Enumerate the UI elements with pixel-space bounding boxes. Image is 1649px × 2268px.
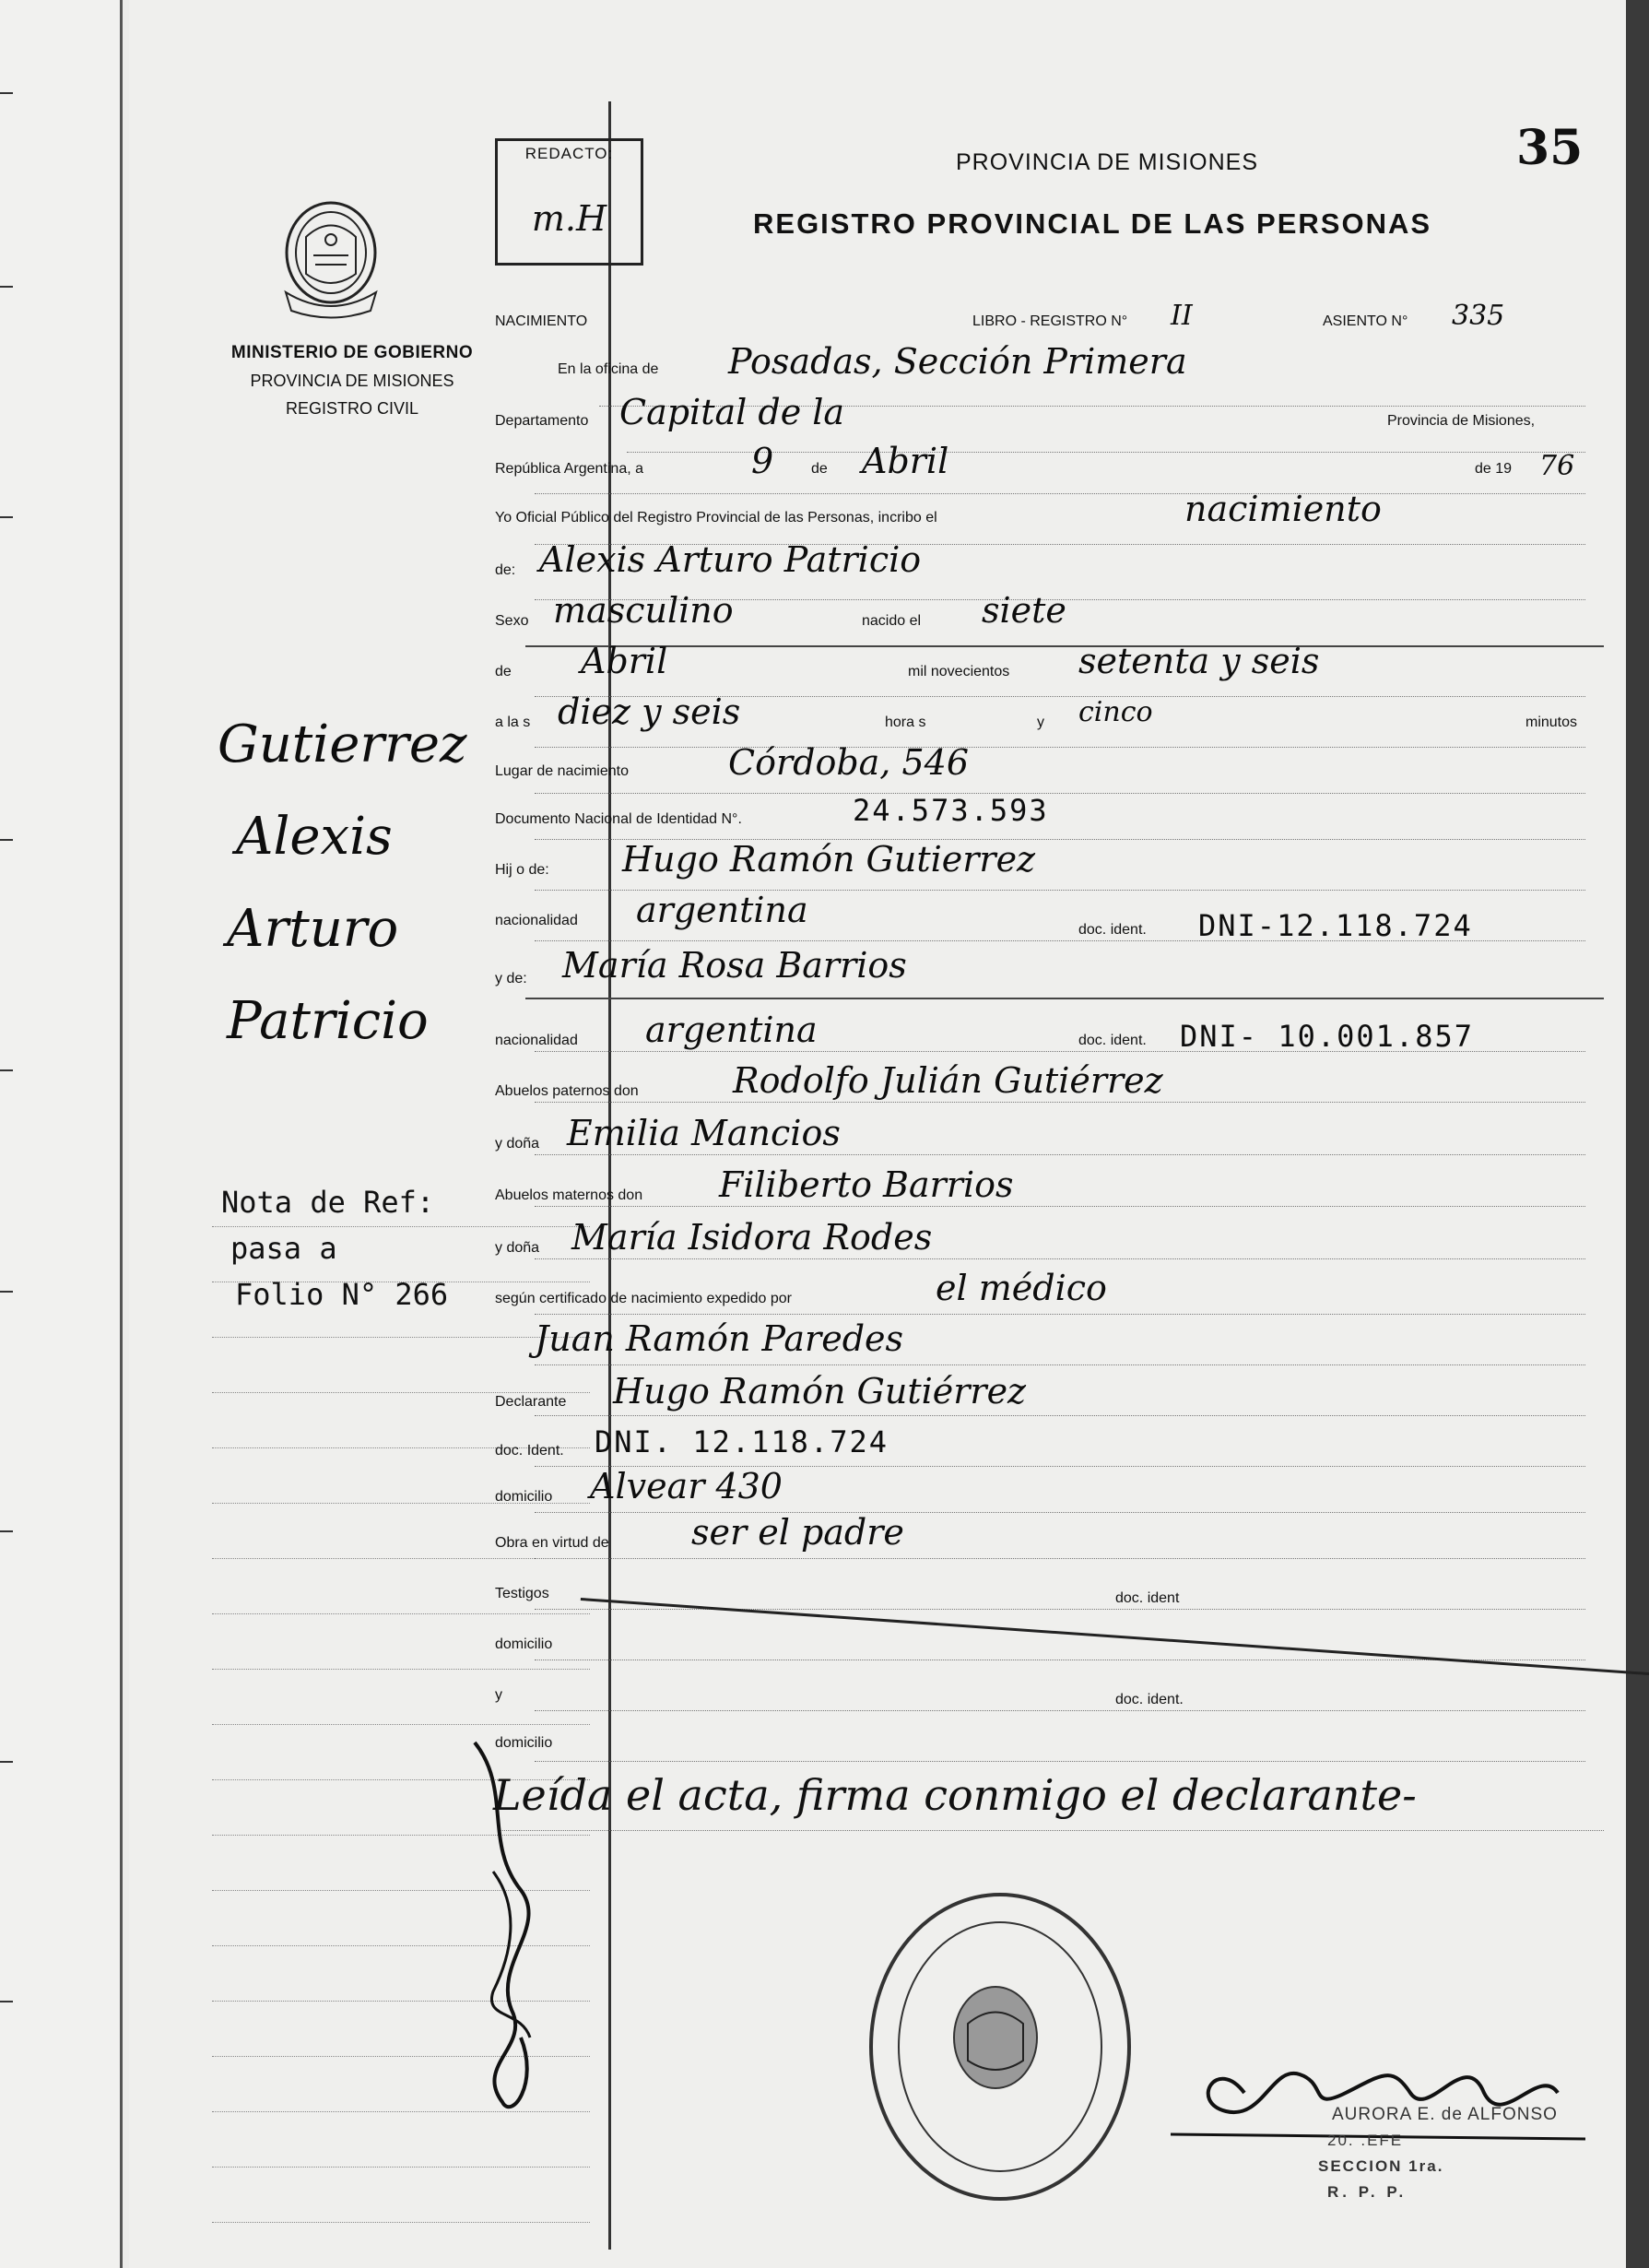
ydona1-label: y doña [495,1136,540,1152]
signature-left-icon [456,1733,567,2130]
cert-label: según certificado de nacimiento expedido por [495,1291,792,1306]
dni-value: 24.573.593 [853,793,1049,828]
abuelos-paternos-value: Rodolfo Julián Gutiérrez [733,1060,1163,1101]
left-page-tick [0,1291,13,1293]
left-page-tick [0,286,13,288]
person-value: Alexis Arturo Patricio [539,539,922,580]
redacto-box [495,138,643,266]
doc1-label: doc. ident. [1078,922,1147,938]
republica-label: República Argentina, a [495,461,643,477]
signatory-name: AURORA E. de ALFONSO [1332,2105,1558,2124]
yde-label: y de: [495,971,527,986]
testigos-doc-label: doc. ident [1115,1590,1180,1606]
minutes-value: cinco [1078,696,1153,728]
left-page-tick [0,516,13,518]
abuelos-maternos-label: Abuelos maternos don [495,1187,643,1203]
left-page-tick [0,839,13,841]
sexo-label: Sexo [495,613,529,629]
asiento-label: ASIENTO N° [1323,313,1408,329]
margin-divider [608,101,611,2250]
provincia-label: Provincia de Misiones, [1387,413,1536,429]
ministry-line3: REGISTRO CIVIL [285,399,419,418]
abuela-materna-value: María Isidora Rodes [571,1217,933,1258]
lugar-value: Córdoba, 546 [728,742,969,783]
nac2-value: argentina [645,1010,818,1050]
form-rule [535,1314,1585,1316]
father-value: Hugo Ramón Gutierrez [622,839,1036,880]
person-label: de: [495,562,516,578]
hour-value: diez y seis [558,691,741,732]
record-type-label: NACIMIENTO [495,313,588,329]
y2-label: y [495,1687,502,1703]
form-rule [535,1558,1585,1560]
obra-label: Obra en virtud de [495,1535,609,1551]
obra-value: ser el padre [691,1512,904,1553]
nac2-label: nacionalidad [495,1033,578,1048]
margin-rule [212,1724,590,1726]
form-rule [535,1258,1585,1260]
oficina-value: Posadas, Sección Primera [728,341,1187,382]
oficina-label: En la oficina de [558,361,659,377]
abuelos-paternos-label: Abuelos paternos don [495,1083,639,1099]
birth-month-value: Abril [581,641,668,681]
nac1-value: argentina [636,890,808,930]
form-rule [535,1710,1585,1712]
nacido-label: nacido el [862,613,922,629]
coat-of-arms-icon [278,195,384,325]
left-page-tick [0,1530,13,1532]
minutos-label: minutos [1525,715,1578,730]
ministry-line2: PROVINCIA DE MISIONES [250,372,454,390]
margin-rule [212,1337,590,1339]
doc2-value: DNI- 10.001.857 [1180,1019,1474,1054]
form-rule [535,1415,1585,1417]
horas-label: hora s [885,715,926,730]
doc2-label: doc. ident. [1078,1033,1147,1048]
nacido-value: siete [982,590,1066,631]
signatory-section: SECCION 1ra. [1318,2157,1444,2175]
margin-rule [212,1558,590,1560]
margin-name-1: Alexis [236,807,393,867]
domicilio-label: domicilio [495,1489,553,1505]
domicilio2-label: domicilio [495,1636,553,1652]
testigos-label: Testigos [495,1586,549,1601]
left-page-tick [0,1761,13,1763]
mother-value: María Rosa Barrios [562,945,907,986]
form-rule [535,1761,1585,1763]
declarante-label: Declarante [495,1394,567,1410]
margin-rule [212,2222,590,2224]
left-page-tick [0,2001,13,2002]
registry-title: REGISTRO PROVINCIAL DE LAS PERSONAS [753,207,1432,240]
form-rule [535,1609,1585,1611]
day-value: 9 [751,441,774,481]
margin-rule [212,1669,590,1671]
form-rule [525,645,1604,648]
abuelos-maternos-value: Filiberto Barrios [719,1164,1014,1205]
redacto-label: REDACTO: [524,145,614,162]
form-rule [535,1154,1585,1156]
hijo-label: Hij o de: [495,862,549,878]
form-rule [535,747,1585,749]
margin-rule [212,1226,590,1228]
margin-rule [212,1613,590,1615]
alas-label: a la s [495,715,531,730]
libro-value: II [1171,300,1193,332]
margin-rule [212,2167,590,2168]
abuela-paterna-value: Emilia Mancios [567,1113,841,1153]
asiento-value: 335 [1452,300,1505,332]
form-rule [525,998,1604,1000]
docident-value: DNI. 12.118.724 [595,1424,889,1459]
domicilio-value: Alvear 430 [590,1466,783,1506]
margin-name-2: Arturo [227,899,399,959]
libro-label: LIBRO - REGISTRO N° [972,313,1128,329]
sexo-value: masculino [553,590,734,631]
official-stamp-icon [862,1885,1138,2208]
form-rule [498,1830,1604,1832]
oficial-value: nacimiento [1184,489,1382,529]
ref-note-line2: pasa a [230,1231,337,1266]
cert-value: el médico [936,1268,1107,1308]
month-value: Abril [862,441,949,481]
ref-note-line3: Folio N° 266 [235,1277,449,1312]
year-label: de 19 [1475,461,1513,477]
de2-label: de [495,664,512,679]
ministry-line1: MINISTERIO DE GOBIERNO [230,343,474,362]
cert-value-2: Juan Ramón Paredes [535,1318,904,1359]
de-label: de [811,461,828,477]
form-rule [535,793,1585,795]
signatory-line2: 20. .EFE [1327,2132,1404,2149]
year-value: 76 [1539,450,1575,482]
sheet-shadow [1626,0,1649,2268]
margin-name-3: Patricio [227,991,429,1051]
redacto-initials: m.H [531,198,607,239]
mil-label: mil novecientos [908,664,1010,679]
declarante-value: Hugo Ramón Gutiérrez [613,1371,1027,1412]
dni-label: Documento Nacional de Identidad N°. [495,811,742,827]
margin-surname: Gutierrez [218,715,467,774]
left-page-edge [0,0,123,2268]
ministry-block [214,339,490,422]
ydona2-label: y doña [495,1240,540,1256]
form-rule [535,493,1585,495]
province-title: PROVINCIA DE MISIONES [956,149,1259,175]
mil-value: setenta y seis [1078,641,1320,681]
oficial-label: Yo Oficial Público del Registro Provincial de las Personas, incribo el [495,510,937,526]
nac1-label: nacionalidad [495,913,578,928]
page-number: 35 [1516,120,1584,176]
departamento-value: Capital de la [619,392,845,432]
left-page-tick [0,1069,13,1071]
signatory-office: R. P. P. [1327,2183,1408,2201]
docident-label: doc. Ident. [495,1443,564,1459]
closing-statement: Leída el acta, firma conmigo el declarante- [493,1770,1417,1820]
lugar-label: Lugar de nacimiento [495,763,629,779]
y-label: y [1037,715,1044,730]
departamento-label: Departamento [495,413,589,429]
ref-note-line1: Nota de Ref: [221,1185,435,1220]
form-rule [535,1364,1585,1366]
form-rule [535,1102,1585,1104]
domicilio3-label: domicilio [495,1735,553,1751]
form-rule [535,1206,1585,1208]
doc1-value: DNI-12.118.724 [1198,908,1473,943]
doc3-label: doc. ident. [1115,1692,1184,1707]
left-page-tick [0,92,13,94]
